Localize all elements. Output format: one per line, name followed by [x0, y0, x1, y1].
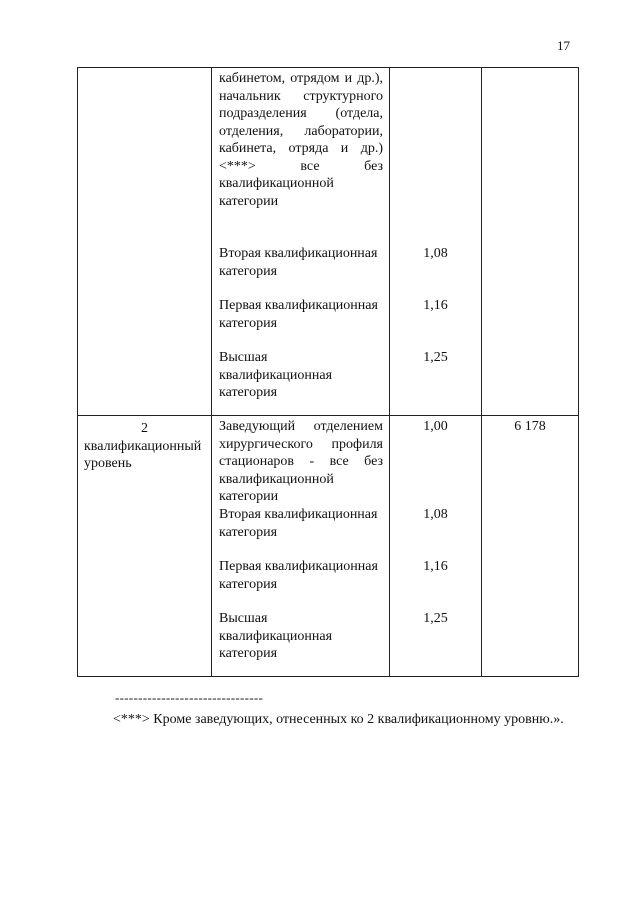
level-cell — [78, 68, 212, 416]
salary-cell — [482, 68, 579, 416]
qualification-table — [77, 67, 579, 677]
position-cell — [212, 68, 390, 416]
category-coef: 1,08 — [423, 246, 448, 261]
category-coef: 1,25 — [423, 611, 448, 626]
position-text: кабинетом, отрядом и др.), начальник структурного подразделения (отдела, отделения, лаборатории, кабинета, отряда и др.) <***> все без квалификационной категории — [219, 71, 383, 209]
category-label: Высшая квалификационная категория — [219, 350, 333, 400]
page-number: 17 — [557, 38, 570, 53]
coef-cell — [390, 416, 482, 677]
position-cell — [212, 416, 390, 677]
table-row — [78, 416, 579, 677]
salary-value: 6 178 — [514, 419, 546, 434]
base-coef: 1,00 — [423, 419, 448, 434]
footnote-separator: -------------------------------- — [115, 690, 264, 705]
level-number: 2 — [141, 421, 148, 436]
salary-cell — [482, 416, 579, 677]
position-text: Заведующий отделением хирургического профиля стационаров - все без квалификационной категории — [219, 419, 383, 504]
level-text: квалификационный уровень — [84, 438, 202, 471]
base-coef — [394, 70, 477, 227]
category-coef: 1,25 — [423, 350, 448, 365]
category-label: Вторая квалификационная категория — [219, 246, 378, 279]
footnote-text: <***> Кроме заведующих, отнесенных ко 2 квалификационному уровню.». — [113, 712, 564, 727]
category-label: Вторая квалификационная категория — [219, 507, 378, 540]
category-coef: 1,16 — [423, 559, 448, 574]
category-coef: 1,08 — [423, 507, 448, 522]
category-label: Первая квалификационная категория — [219, 298, 378, 331]
coef-cell — [390, 68, 482, 416]
category-label: Первая квалификационная категория — [219, 559, 378, 592]
table-row — [78, 68, 579, 416]
category-coef: 1,16 — [423, 298, 448, 313]
category-label: Высшая квалификационная категория — [219, 611, 333, 661]
level-cell — [78, 416, 212, 677]
